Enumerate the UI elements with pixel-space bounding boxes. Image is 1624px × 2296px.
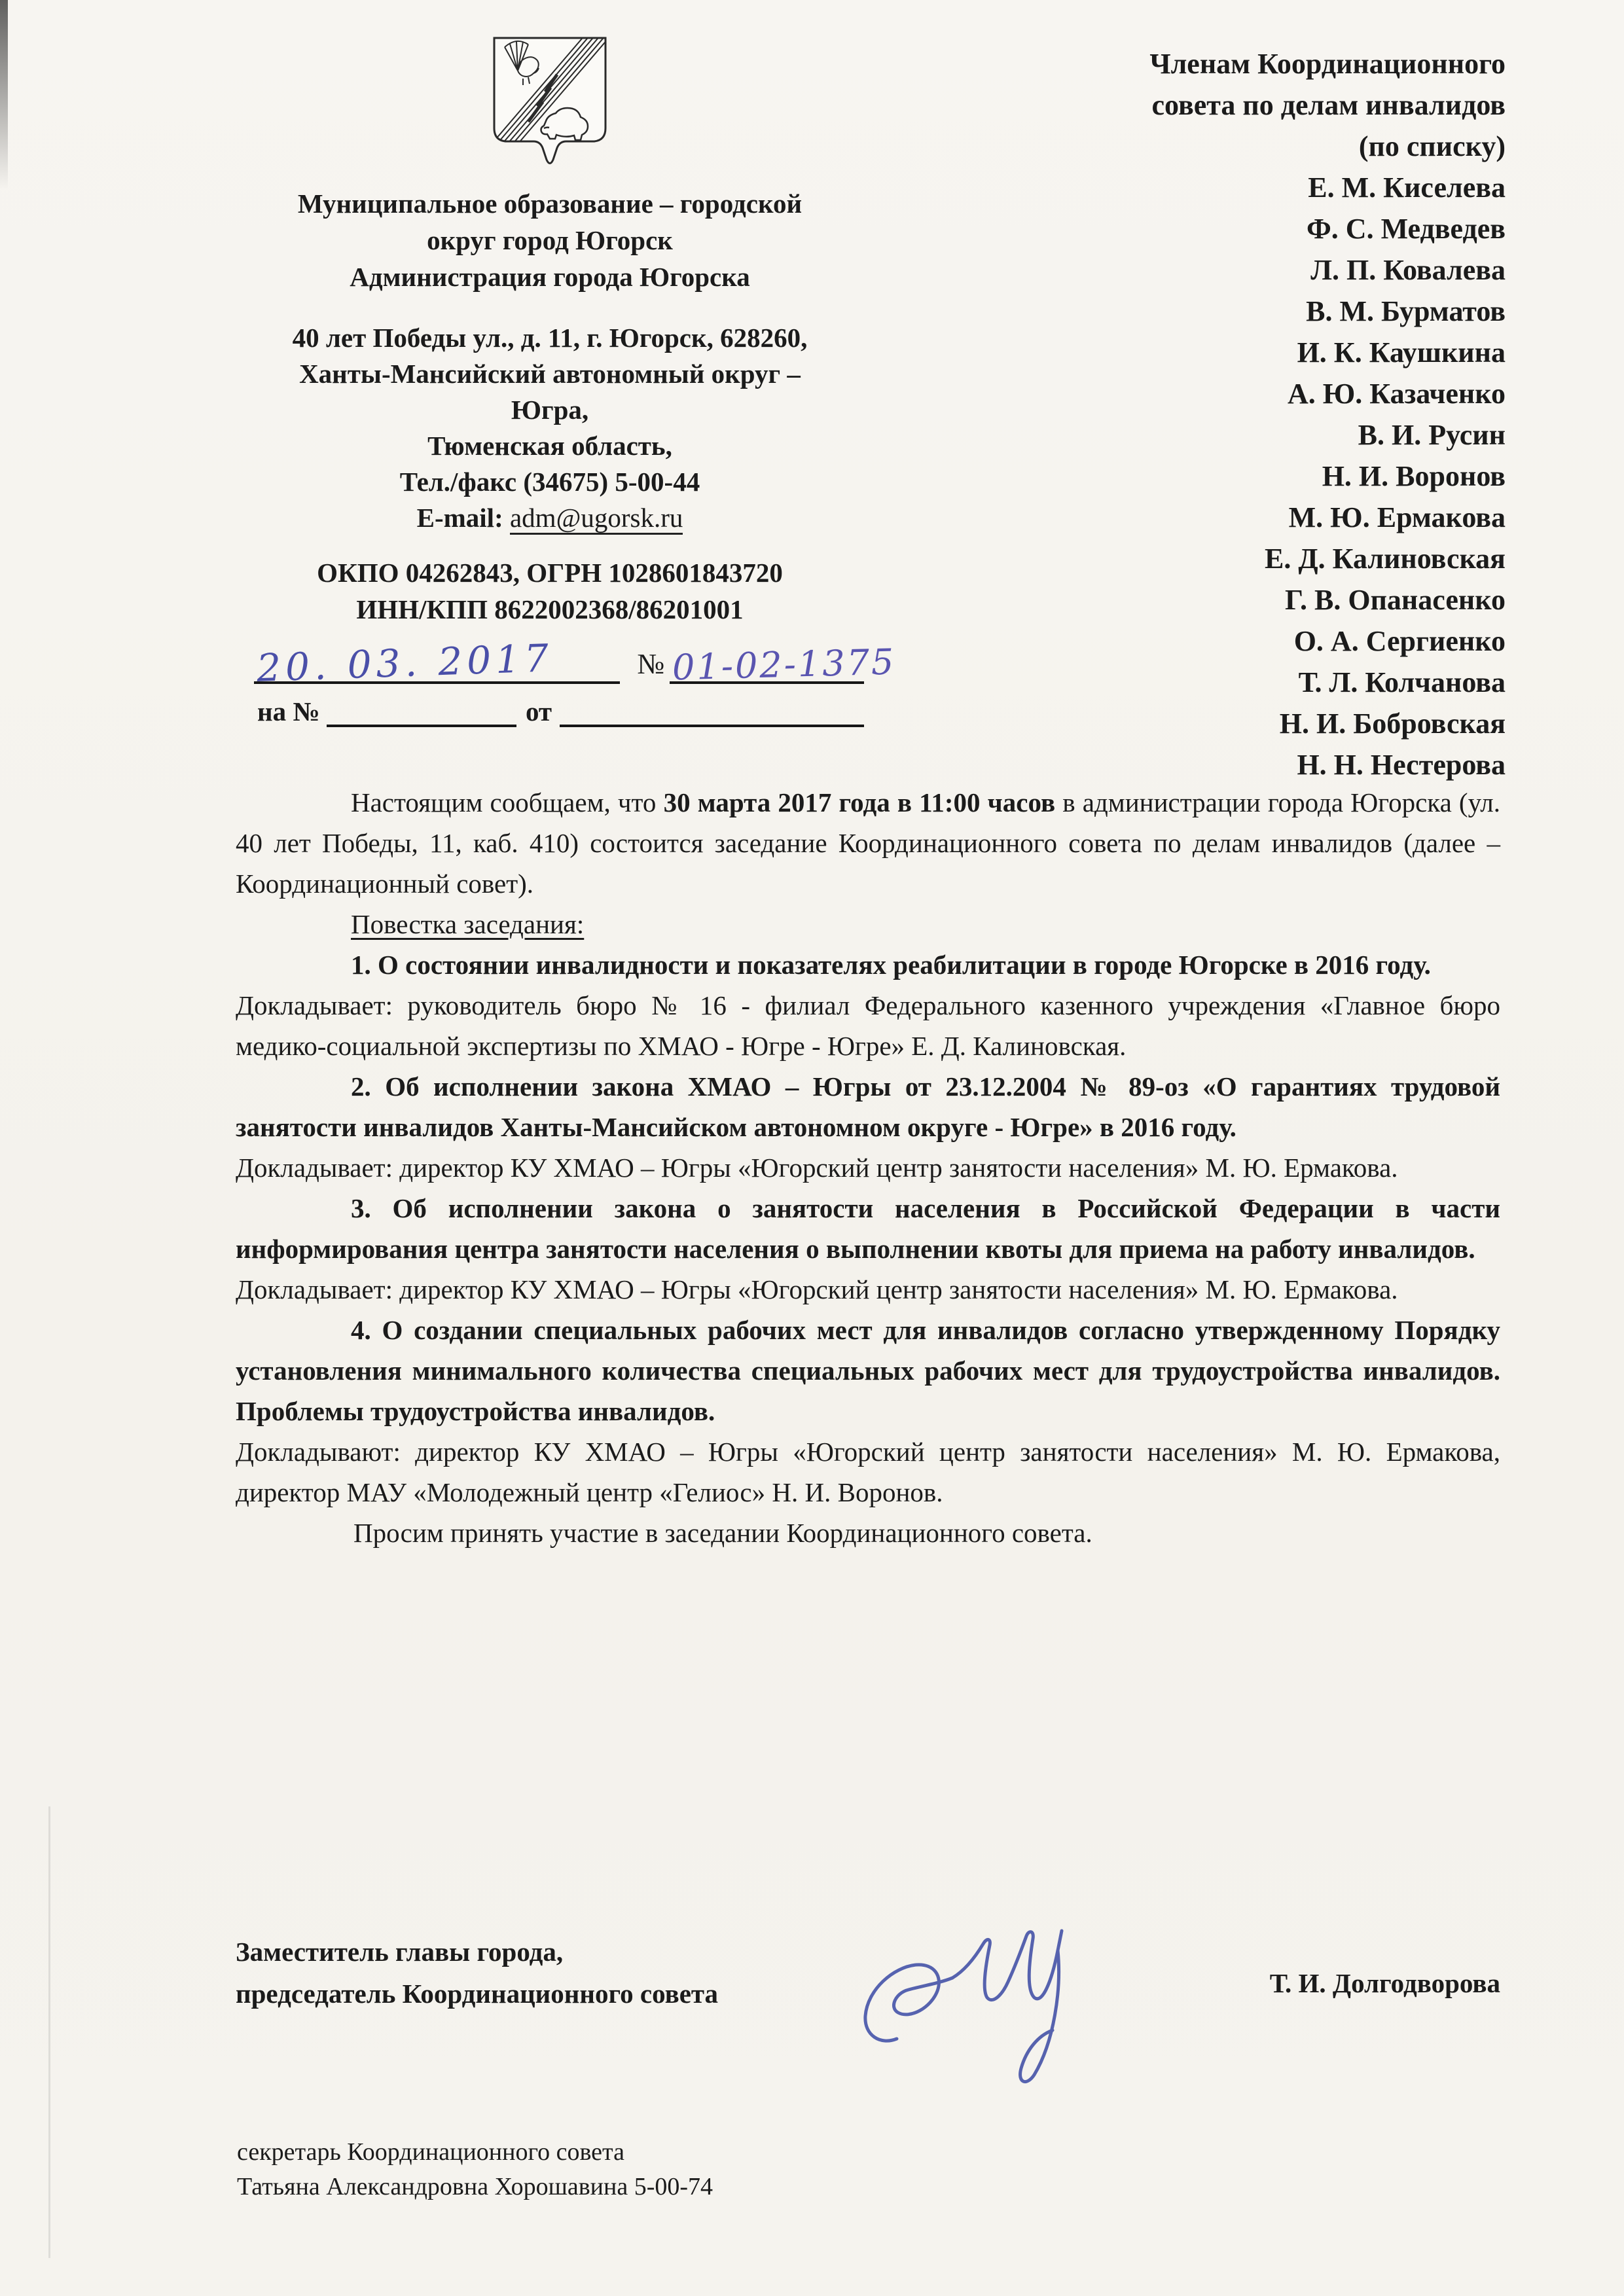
- phone-fax-line: Тел./факс (34675) 5-00-44: [399, 467, 700, 497]
- date-field: [254, 630, 620, 691]
- member-name: Ф. С. Медведев: [1307, 213, 1506, 245]
- scan-streak-artifact: [48, 1806, 50, 2258]
- addressee-line: (по списку): [1358, 130, 1506, 162]
- agenda-heading: Повестка заседания:: [351, 909, 585, 939]
- member-name: Е. Д. Калиновская: [1265, 543, 1506, 575]
- signatory-position-line: Заместитель главы города,: [236, 1937, 564, 1967]
- member-name: Е. М. Киселева: [1308, 171, 1506, 204]
- agenda-item-2-speaker: Докладывает: директор КУ ХМАО – Югры «Югорский центр занятости населения» М. Ю. Ермакова.: [236, 1153, 1398, 1183]
- addressee-line: Членам Координационного: [1149, 48, 1506, 80]
- organization-name: [236, 185, 864, 295]
- member-name: Л. П. Ковалева: [1310, 254, 1506, 286]
- email-label: E-mail:: [416, 503, 503, 533]
- handwritten-document-number: 01-02-1375: [672, 641, 897, 689]
- registry-codes-block: [236, 554, 864, 628]
- postal-address-block: [236, 320, 864, 536]
- org-name-line: Муниципальное образование – городской: [297, 188, 803, 219]
- scan-edge-artifact: [0, 0, 8, 190]
- agenda-item-3-speaker: Докладывает: директор КУ ХМАО – Югры «Югорский центр занятости населения» М. Ю. Ермакова.: [236, 1274, 1398, 1304]
- secretary-contact-line: Татьяна Александровна Хорошавина 5-00-74: [237, 2173, 713, 2200]
- member-name: Н. Н. Нестерова: [1297, 749, 1506, 781]
- letter-body: [236, 782, 1500, 1553]
- reply-to-number-label: на №: [257, 696, 320, 726]
- signatory-position-line: председатель Координационного совета: [236, 1979, 719, 2009]
- signatory-name: Т. И. Долгодворова: [1269, 1968, 1500, 1998]
- org-name-line: округ город Югорск: [427, 225, 673, 255]
- member-name: Н. И. Бобровская: [1279, 708, 1506, 740]
- agenda-item-4-speaker: Докладывают: директор КУ ХМАО – Югры «Югорский центр занятости населения» М. Ю. Ермакова, директор МАУ «Молодежный центр «Гелиос» Н. И. Воронов.: [236, 1437, 1500, 1507]
- signature-block: [236, 1931, 1500, 2015]
- reply-number-field: [327, 694, 516, 727]
- member-name: М. Ю. Ермакова: [1288, 501, 1506, 533]
- addressee-block: [929, 43, 1506, 785]
- agenda-heading-line: [236, 904, 1500, 944]
- agenda-item-4-title: 4. О создании специальных рабочих мест для инвалидов согласно утвержденному Порядку установления минимального количества специальных рабочих мест для трудоустройства инвалидов. Проблемы трудоустройства инвалидов.: [236, 1315, 1500, 1426]
- inn-kpp-line: ИНН/КПП 8622002368/86201001: [356, 594, 744, 624]
- member-name: В. И. Русин: [1358, 419, 1506, 451]
- member-name: О. А. Сергиенко: [1293, 625, 1506, 657]
- addressee-line: совета по делам инвалидов: [1151, 89, 1506, 121]
- member-name: И. К. Каушкина: [1297, 336, 1506, 368]
- member-name: Н. И. Воронов: [1322, 460, 1506, 492]
- address-line: Тюменская область,: [427, 431, 672, 461]
- executor-footer: [237, 2135, 713, 2204]
- okpo-ogrn-line: ОКПО 04262843, ОГРН 1028601843720: [317, 558, 783, 588]
- email-link[interactable]: adm@ugorsk.ru: [510, 503, 683, 535]
- member-name: Т. Л. Колчанова: [1298, 666, 1506, 698]
- handwritten-date: 20. 03. 2017: [255, 636, 554, 691]
- agenda-item-2-title: 2. Об исполнении закона ХМАО – Югры от 23.12.2004 № 89-оз «О гарантиях трудовой занятости инвалидов Ханты-Мансийском автономном округе - Югре» в 2016 году.: [236, 1071, 1500, 1142]
- agenda-item-1-speaker: Докладывает: руководитель бюро № 16 - филиал Федерального казенного учреждения «Главное бюро медико-социальной экспертизы по ХМАО - Югре - Югре» Е. Д. Калиновская.: [236, 990, 1500, 1061]
- reply-from-label: от: [525, 696, 552, 726]
- intro-text: Настоящим сообщаем, что: [351, 787, 664, 817]
- member-name: В. М. Бурматов: [1306, 295, 1506, 327]
- reply-date-field: [560, 694, 864, 727]
- address-line: Ханты-Мансийский автономный округ –: [299, 359, 801, 389]
- intro-paragraph: [236, 782, 1500, 904]
- date-and-number-line: [236, 630, 897, 691]
- agenda-item-3-title: 3. Об исполнении закона о занятости населения в Российской Федерации в части информирования центра занятости населения о выполнении квоты для приема на работу инвалидов.: [236, 1193, 1500, 1264]
- handwritten-signature: [818, 1905, 1126, 2101]
- secretary-title-line: секретарь Координационного совета: [237, 2138, 624, 2166]
- address-line: 40 лет Победы ул., д. 11, г. Югорск, 628260,: [292, 323, 808, 353]
- email-line: [236, 500, 864, 536]
- document-number-field: [670, 630, 897, 689]
- closing-invitation-line: Просим принять участие в заседании Координационного совета.: [353, 1518, 1092, 1548]
- org-name-line: Администрация города Югорска: [350, 262, 750, 292]
- member-name: А. Ю. Казаченко: [1287, 378, 1506, 410]
- member-name: Г. В. Опанасенко: [1284, 584, 1506, 616]
- yugorsk-coat-of-arms-icon: [488, 33, 612, 173]
- number-sign-label: №: [637, 648, 665, 680]
- agenda-item-1-title: 1. О состоянии инвалидности и показателях реабилитации в городе Югорске в 2016 году.: [351, 950, 1431, 980]
- reference-line: [236, 694, 864, 727]
- address-line: Югра,: [511, 395, 589, 425]
- meeting-datetime: 30 марта 2017 года в 11:00 часов: [663, 787, 1056, 817]
- sender-block: [236, 33, 897, 727]
- intro-text-continued: в администрации города Югорска (ул. 40 лет Победы, 11, каб. 410) состоится заседание Координационного совета по делам инвалидов (далее – Координационный совет).: [236, 787, 1500, 899]
